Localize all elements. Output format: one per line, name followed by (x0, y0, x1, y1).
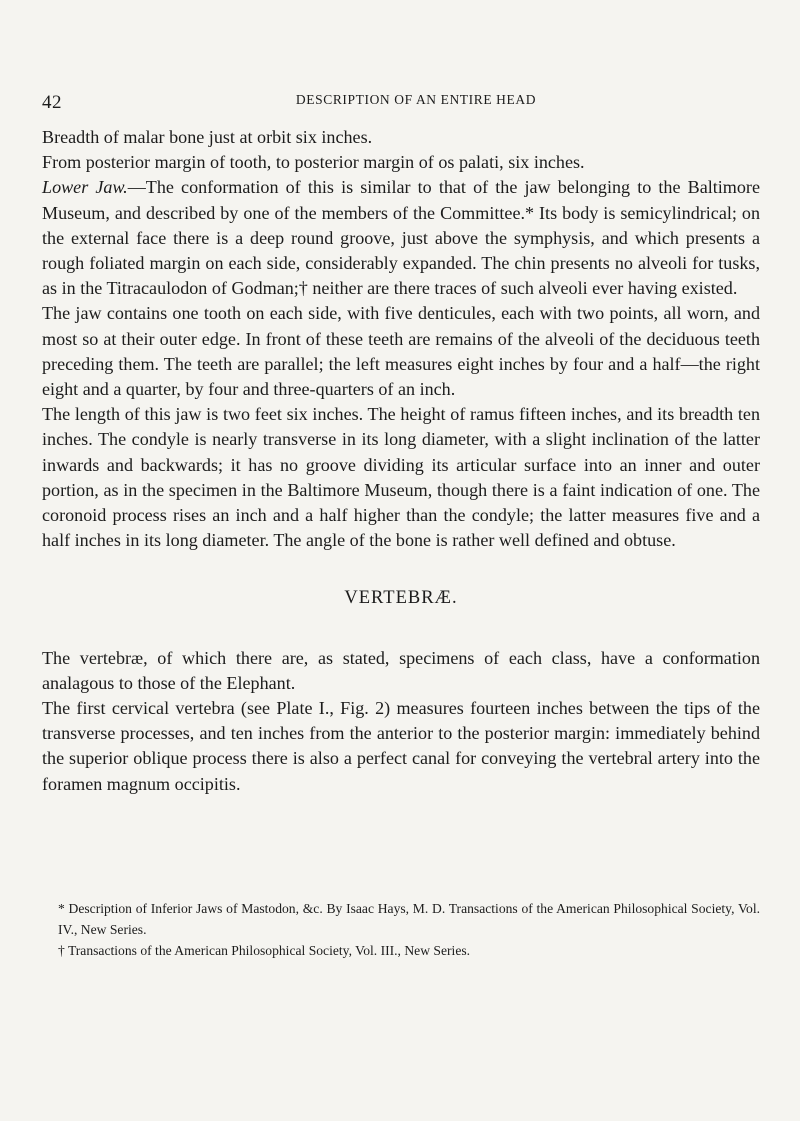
footnote-2: † Transactions of the American Philosophical Society, Vol. III., New Series. (58, 943, 471, 958)
footnotes (42, 898, 760, 961)
running-head: DESCRIPTION OF AN ENTIRE HEAD (295, 92, 537, 107)
lower-jaw-lead: Lower Jaw. (42, 177, 128, 198)
paragraph-lower-jaw (42, 175, 760, 301)
page-number: 42 (42, 92, 62, 113)
section-heading-vertebrae: VERTEBRÆ. (344, 588, 458, 609)
body-text (42, 125, 760, 797)
footnote-1: * Description of Inferior Jaws of Mastodon, &c. By Isaac Hays, M. D. Transactions of the American Philosophical Society, Vol. IV., New Series. (58, 901, 760, 937)
paragraph-vertebrae: The vertebræ, of which there are, as stated, specimens of each class, have a conformation analagous to those of the Elephant. (42, 647, 760, 693)
paragraph-os-palati: From posterior margin of tooth, to posterior margin of os palati, six inches. (42, 152, 585, 173)
paragraph-malar-bone: Breadth of malar bone just at orbit six inches. (42, 127, 373, 147)
page-header (42, 88, 760, 112)
paragraph-first-cervical: The first cervical vertebra (see Plate I., Fig. 2) measures fourteen inches between the tips of the transverse processes, and ten inches from the anterior to the posterior margin: immediately behind the superior oblique process there is also a perfect canal for conveying the vertebral artery into the foramen magnum occipitis. (42, 698, 760, 794)
paragraph-jaw-length: The length of this jaw is two feet six inches. The height of ramus fifteen inches, and its breadth ten inches. The condyle is nearly transverse in its long diameter, with a slight inclination of the latter inwards and backwards; it has no groove dividing its articular surface into an inner and outer portion, as in the specimen in the Baltimore Museum, though there is a faint indication of one. The coronoid process rises an inch and a half higher than the condyle; the latter measures five and a half inches in its long diameter. The angle of the bone is rather well defined and obtuse. (42, 404, 760, 551)
lower-jaw-text: —The conformation of this is similar to that of the jaw belonging to the Baltimore Museum, and described by one of the members of the Committee.* Its body is semicylindrical; on the external face there is a deep round groove, just above the symphysis, and which presents a rough foliated margin on each side, considerably expanded. The chin presents no alveoli for tusks, as in the Titracaulodon of Godman;† neither are there traces of such alveoli ever having existed. (42, 177, 760, 299)
paragraph-jaw-teeth: The jaw contains one tooth on each side, with five denticules, each with two points, all worn, and most so at their outer edge. In front of these teeth are remains of the alveoli of the deciduous teeth preceding them. The teeth are parallel; the left measures eight inches by four and a half—the right eight and a quarter, by four and three-quarters of an inch. (42, 303, 760, 400)
